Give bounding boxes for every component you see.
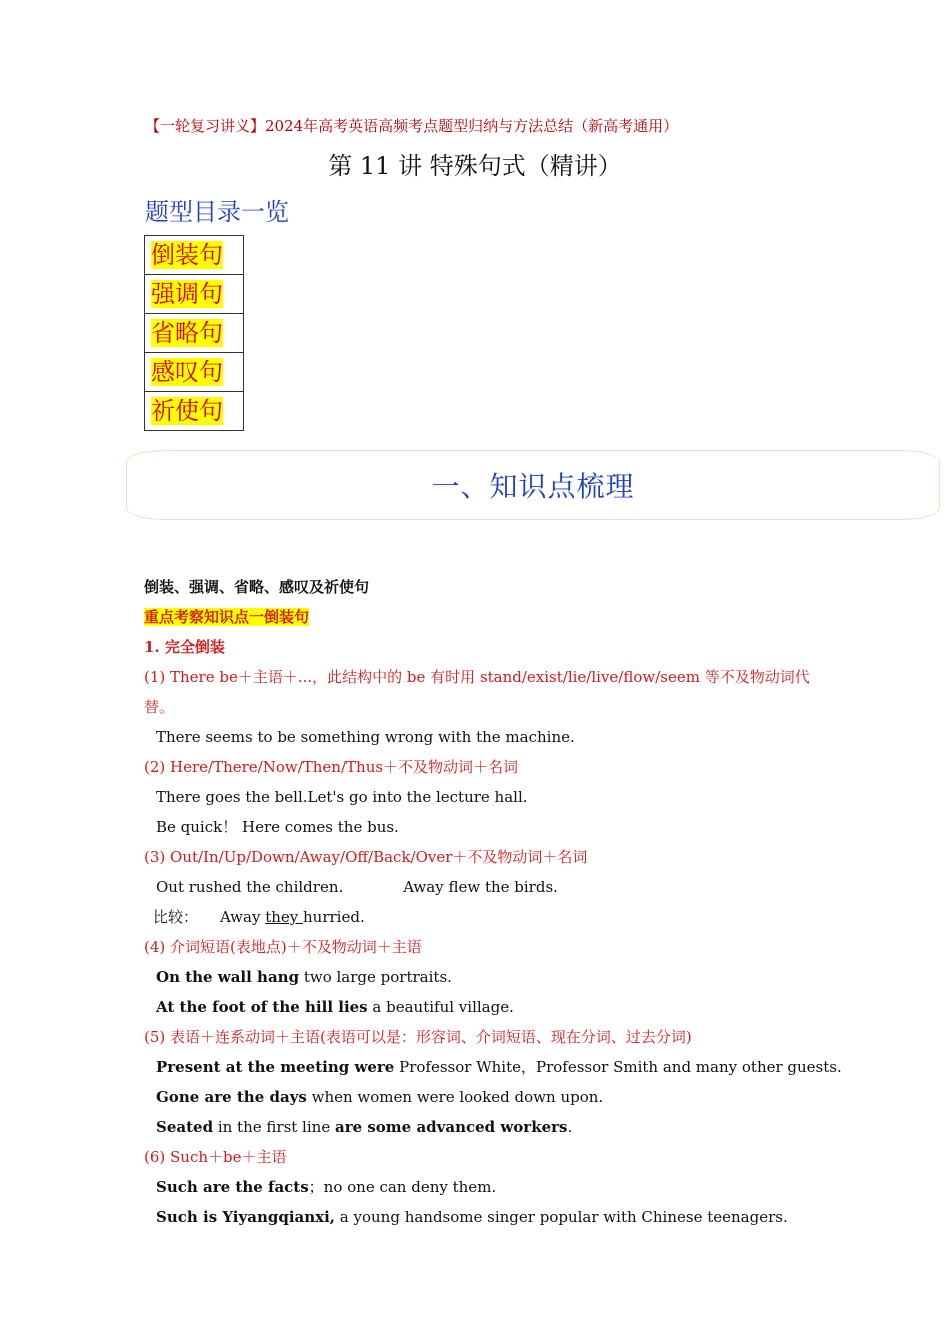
example-5c [144, 1112, 824, 1142]
example-6a [144, 1172, 824, 1202]
rule-3: (3) Out/In/Up/Down/Away/Off/Back/Over＋不及物动词＋名词 [144, 848, 588, 866]
subsection-heading: 1. 完全倒装 [144, 638, 225, 656]
toc-item-label: 倒装句 [151, 241, 223, 269]
example-3a: Out rushed the children. [156, 878, 344, 896]
example-3b: Away flew the birds. [403, 878, 558, 896]
comparison-text-end: hurried. [303, 908, 365, 926]
toc-title: 题型目录一览 [145, 198, 289, 226]
toc-item [145, 236, 244, 275]
series-header: 【一轮复习讲义】2024年高考英语高频考点题型归纳与方法总结（新高考通用） [145, 117, 679, 135]
toc-item [145, 353, 244, 392]
example-5b [144, 1082, 824, 1112]
section-banner [126, 450, 940, 520]
example-6b [144, 1202, 824, 1232]
comparison-text: Away [220, 908, 266, 926]
rule-5: (5) 表语＋连系动词＋主语(表语可以是：形容词、介词短语、现在分词、过去分词) [144, 1028, 692, 1046]
key-point-heading: 重点考察知识点一倒装句 [144, 608, 310, 626]
example-text: two large portraits. [299, 968, 452, 986]
example-text: Professor White，Professor Smith and many other guests. [394, 1058, 842, 1076]
lecture-title: 第 11 讲 特殊句式（精讲） [328, 152, 622, 180]
example-bold: Gone are the days [156, 1088, 307, 1106]
example-text: a beautiful village. [367, 998, 514, 1016]
example-bold: At the foot of the hill lies [156, 998, 368, 1016]
rule-4: (4) 介词短语(表地点)＋不及物动词＋主语 [144, 938, 422, 956]
comparison-label: 比较： [153, 908, 199, 926]
rule-2: (2) Here/There/Now/Then/Thus＋不及物动词＋名词 [144, 758, 519, 776]
example-text: . [567, 1118, 573, 1136]
example-4a [144, 962, 824, 992]
example-bold: are some advanced workers [334, 1118, 568, 1136]
example-3 [144, 872, 824, 902]
toc-table [144, 235, 244, 431]
comparison-line [144, 902, 824, 932]
example-bold: Such is Yiyangqianxi, [156, 1208, 336, 1226]
comparison-underlined: they [265, 908, 304, 926]
example-2a: There goes the bell.Let's go into the lecture hall. [156, 788, 528, 806]
toc-item-label: 感叹句 [151, 358, 223, 386]
example-text: when women were looked down upon. [306, 1088, 604, 1106]
toc-item-label: 祈使句 [151, 397, 223, 425]
toc-item-label: 强调句 [151, 280, 223, 308]
example-4b [144, 992, 824, 1022]
toc-item-label: 省略句 [151, 319, 223, 347]
example-bold: Seated [156, 1118, 214, 1136]
topic-heading: 倒装、强调、省略、感叹及祈使句 [144, 578, 370, 596]
rule-1: (1) There be＋主语＋...，此结构中的 be 有时用 stand/exist/lie/live/flow/seem 等不及物动词代替。 [144, 668, 810, 716]
content-body [144, 572, 842, 1232]
rule-6: (6) Such＋be＋主语 [144, 1148, 287, 1166]
example-text: a young handsome singer popular with Chinese teenagers. [335, 1208, 788, 1226]
example-bold: On the wall hang [156, 968, 300, 986]
example-1: There seems to be something wrong with the machine. [156, 728, 575, 746]
example-bold: Present at the meeting were [156, 1058, 395, 1076]
toc-item [145, 314, 244, 353]
example-5a [144, 1052, 842, 1082]
toc-item [145, 392, 244, 431]
example-bold: Such are the facts [156, 1178, 309, 1196]
example-2b: Be quick！ Here comes the bus. [156, 818, 399, 836]
toc-item [145, 275, 244, 314]
section-heading: 一、知识点梳理 [431, 470, 635, 503]
example-text: ；no one can deny them. [308, 1178, 497, 1196]
example-text: in the first line [213, 1118, 335, 1136]
